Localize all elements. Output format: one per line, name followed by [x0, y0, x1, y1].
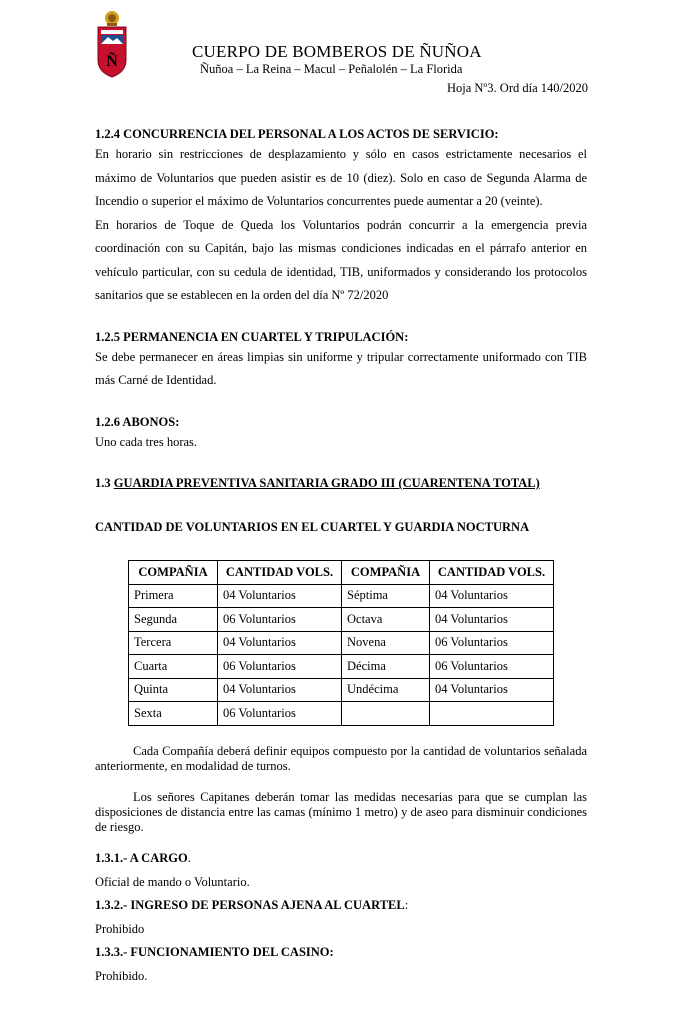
table-cell: Cuarta: [129, 655, 218, 679]
section-1-3-3-title: 1.3.3.- FUNCIONAMIENTO DEL CASINO:: [95, 944, 334, 959]
logo-letter: Ñ: [106, 53, 118, 70]
table-cell: 06 Voluntarios: [430, 631, 554, 655]
table-cell: 04 Voluntarios: [430, 608, 554, 632]
communes-line: Ñuñoa – La Reina – Macul – Peñalolén – La Florida: [200, 62, 463, 76]
table-cell: Séptima: [342, 584, 430, 608]
table-cell: 06 Voluntarios: [218, 702, 342, 726]
section-1-2-5-paragraph: Se debe permanecer en áreas limpias sin uniforme y tripular correctamente uniformado con TIB más Carné de Identidad.: [95, 349, 587, 387]
table-row: [129, 608, 554, 632]
table-cell: 04 Voluntarios: [430, 678, 554, 702]
section-1-3-number: 1.3: [95, 476, 114, 490]
volunteers-table: [128, 560, 554, 726]
table-cell: 06 Voluntarios: [218, 608, 342, 632]
section-1-3-title: [95, 474, 587, 492]
table-cell: [342, 702, 430, 726]
table-cell: 06 Voluntarios: [218, 655, 342, 679]
section-1-3-3-body: Prohibido.: [95, 968, 148, 983]
header-company-1: COMPAÑIA: [129, 561, 218, 585]
section-1-3-paragraph-2: Los señores Capitanes deberán tomar las medidas necesarias para que se cumplan las disposiciones de distancia entre las camas (mínimo 1 metro) y de aseo para disminuir condiciones de riesgo.: [95, 789, 587, 834]
section-1-2-5-title: 1.2.5 PERMANENCIA EN CUARTEL Y TRIPULACIÓN:: [95, 329, 409, 344]
section-1-3-2-body: Prohibido: [95, 921, 145, 936]
table-cell: 04 Voluntarios: [218, 584, 342, 608]
fire-department-logo-icon: [95, 8, 129, 78]
table-cell: Décima: [342, 655, 430, 679]
table-cell: Primera: [129, 584, 218, 608]
table-cell: 04 Voluntarios: [430, 584, 554, 608]
section-1-2-4-paragraph-1: En horario sin restricciones de desplazamiento y sólo en casos estrictamente necesarios el máximo de Voluntarios que pueden asistir es de 10 (diez). Solo en caso de Segunda Alarma de Incendio o superior el máximo de Voluntarios concurrentes puede aumentar a 20 (veinte).: [95, 147, 587, 208]
sheet-reference: Hoja Nº3. Ord día 140/2020: [446, 81, 588, 95]
table-header-row: [129, 561, 554, 585]
section-1-2-6-paragraph: Uno cada tres horas.: [95, 434, 198, 449]
section-1-2-4-paragraph-2: En horarios de Toque de Queda los Voluntarios podrán concurrir a la emergencia previa coordinación con su Capitán, bajo las mismas condiciones indicadas en el párrafo anterior en vehículo particular, con su cedula de identidad, TIB, uniformados y considerando los protocolos sanitarios que se establecen en la orden del día Nº 72/2020: [95, 217, 587, 302]
table-cell: Sexta: [129, 702, 218, 726]
table-row: [129, 702, 554, 726]
organization-name: CUERPO DE BOMBEROS DE ÑUÑOA: [192, 42, 482, 61]
section-1-2-4-title: 1.2.4 CONCURRENCIA DEL PERSONAL A LOS ACTOS DE SERVICIO:: [95, 127, 499, 141]
table-cell: Undécima: [342, 678, 430, 702]
section-1-2-6-title: 1.2.6 ABONOS:: [95, 414, 180, 429]
table-cell: [430, 702, 554, 726]
table-cell: Novena: [342, 631, 430, 655]
table-cell: Tercera: [129, 631, 218, 655]
logo-crest: [98, 11, 126, 77]
table-cell: Segunda: [129, 608, 218, 632]
table-cell: 06 Voluntarios: [430, 655, 554, 679]
section-1-3-paragraph-1: Cada Compañía deberá definir equipos compuesto por la cantidad de voluntarios señalada anteriormente, en modalidad de turnos.: [95, 743, 587, 773]
table-row: [129, 655, 554, 679]
header-company-2: COMPAÑIA: [342, 561, 430, 585]
table-cell: Octava: [342, 608, 430, 632]
header-quantity-1: CANTIDAD VOLS.: [218, 561, 342, 585]
table-cell: Quinta: [129, 678, 218, 702]
section-1-3-title-text: GUARDIA PREVENTIVA SANITARIA GRADO III (CUARENTENA TOTAL): [113, 476, 540, 490]
header-quantity-2: CANTIDAD VOLS.: [430, 561, 554, 585]
table-cell: 04 Voluntarios: [218, 678, 342, 702]
table-row: [129, 584, 554, 608]
table-cell: 04 Voluntarios: [218, 631, 342, 655]
table-row: [129, 678, 554, 702]
document-body: [95, 125, 587, 988]
table-row: [129, 631, 554, 655]
section-1-3-1-body: Oficial de mando o Voluntario.: [95, 874, 250, 889]
volunteers-table-heading: CANTIDAD DE VOLUNTARIOS EN EL CUARTEL Y GUARDIA NOCTURNA: [95, 520, 530, 534]
section-1-3-2-title: 1.3.2.- INGRESO DE PERSONAS AJENA AL CUARTEL:: [95, 897, 409, 912]
section-1-3-1-title: 1.3.1.- A CARGO.: [95, 850, 191, 865]
